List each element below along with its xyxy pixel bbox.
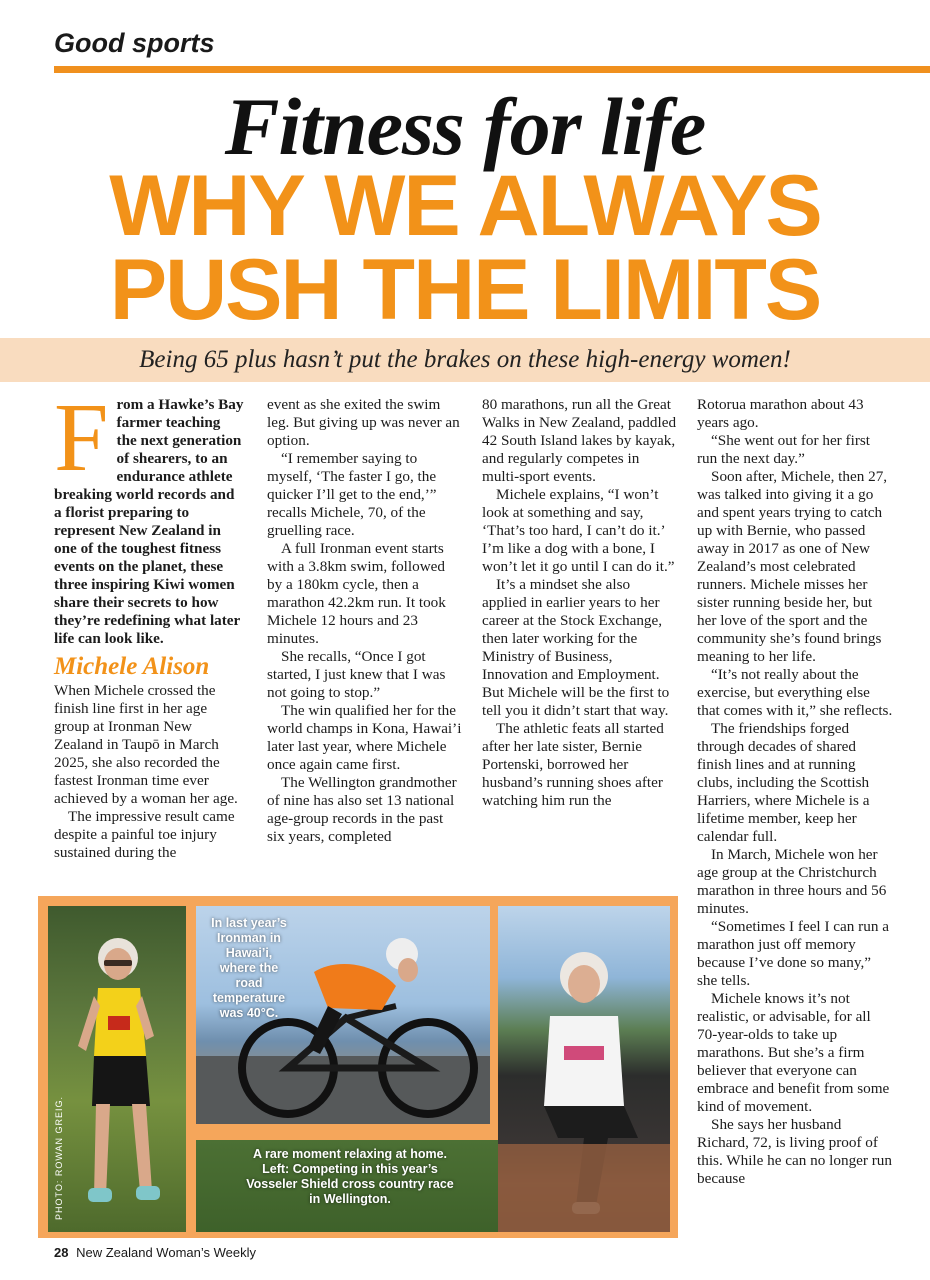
- body-paragraph: The win qualified her for the world champs in Kona, Hawai’i later last year, where Michele once again came first.: [267, 702, 462, 773]
- body-paragraph: Michele knows it’s not realistic, or advisable, for all 70-year-olds to take up marathons. But she’s a firm believer that everyone can embrace and benefit from some kind of movement.: [697, 990, 890, 1115]
- body-paragraph: She recalls, “Once I got started, I just knew that I was not going to stop.”: [267, 648, 446, 701]
- headline-line-2: PUSH THE LIMITS: [109, 242, 821, 338]
- headline-line-1: WHY WE ALWAYS: [109, 158, 821, 254]
- body-paragraph: event as she exited the swim leg. But giving up was never an option.: [267, 396, 460, 449]
- article-column-1: [54, 384, 244, 862]
- standfirst: Being 65 plus hasn’t put the brakes on these high-energy women!: [139, 346, 791, 373]
- headline-kicker: Fitness for life: [224, 81, 706, 172]
- article-column-2: [267, 396, 463, 846]
- body-paragraph: “She went out for her first run the next day.”: [697, 432, 871, 467]
- body-paragraph: The Wellington grandmother of nine has also set 13 national age-group records in the past six years, completed: [267, 774, 457, 845]
- photo-relaxing: [498, 906, 670, 1232]
- photo-cycling: [196, 906, 490, 1124]
- body-paragraph: The friendships forged through decades of shared finish lines and at running clubs, including the Scottish Harriers, where Michele is a lifetime member, keep her calendar full.: [697, 720, 870, 845]
- page-number: 28: [54, 1245, 69, 1260]
- seated-woman-illustration: [498, 906, 670, 1232]
- body-paragraph: 80 marathons, run all the Great Walks in New Zealand, paddled 42 South Island lakes by kayak, and regularly competes in multi-sport events.: [482, 396, 677, 485]
- section-label: Good sports: [54, 28, 215, 58]
- intro-paragraph: rom a Hawke’s Bay farmer teaching the next generation of shearers, to an endurance athlete breaking world records and a florist preparing to represent New Zealand in one of the toughest fitness events on the planet, these three inspiring Kiwi women share their secrets to how they’re redefining what later life can look like.: [54, 396, 244, 647]
- drop-cap: F: [54, 384, 109, 492]
- standfirst-band: [0, 338, 930, 382]
- runner-illustration: [48, 906, 186, 1232]
- body-paragraph: The athletic feats all started after her late sister, Bernie Portenski, borrowed her husband’s running shoes after watching him run the: [482, 720, 664, 809]
- body-paragraph: Soon after, Michele, then 27, was talked into giving it a go and spent years trying to catch up with Bernie, who passed away in 2017 as one of New Zealand’s most celebrated runners. Michele misses her sister running beside her, but her love of the sport and the community she’s found brings meaning to her life.: [697, 468, 888, 665]
- article-column-3: [482, 396, 678, 810]
- body-paragraph: “I remember saying to myself, ‘The faster I go, the quicker I’ll get to the end,’” recalls Michele, 70, of the gruelling race.: [267, 450, 437, 539]
- photo-credit: PHOTO: ROWAN GREIG.: [54, 1095, 64, 1220]
- body-paragraph: A full Ironman event starts with a 3.8km swim, followed by a 180km cycle, then a marathon 42.2km run. It took Michele 12 hours and 23 minutes.: [267, 540, 446, 647]
- subhead: Michele Alison: [54, 653, 210, 680]
- body-paragraph: Michele explains, “I won’t look at something and say, ‘That’s too hard, I can’t do it.’ I’m like a dog with a bone, I won’t let it go until I can do it.”: [482, 486, 675, 575]
- caption-ironman: In last year’s Ironman in Hawai’i, where the road temperature was 40°C.: [211, 916, 287, 1020]
- body-paragraph: She says her husband Richard, 72, is living proof of this. While he can no longer run because: [697, 1116, 892, 1187]
- publication-name: New Zealand Woman’s Weekly: [76, 1245, 257, 1260]
- body-paragraph: “It’s not really about the exercise, but everything else that comes with it,” she reflects.: [697, 666, 893, 719]
- page-footer: [54, 1245, 256, 1260]
- caption-relaxing: A rare moment relaxing at home. Left: Competing in this year’s Vosseler Shield cross country race in Wellington.: [246, 1147, 454, 1206]
- article-column-4: [697, 396, 893, 1188]
- top-rule: [54, 66, 930, 73]
- photo-running: [48, 906, 186, 1232]
- body-paragraph: It’s a mindset she also applied in earlier years to her career at the Stock Exchange, then later working for the Ministry of Business, Innovation and Employment. But Michele will be the first to tell you it didn’t start that way.: [482, 576, 670, 719]
- body-paragraph: When Michele crossed the finish line first in her age group at Ironman New Zealand in Taupō in March 2025, she also recorded the fastest Ironman time ever achieved by a woman her age.: [54, 682, 238, 807]
- body-paragraph: “Sometimes I feel I can run a marathon just off memory because I’ve done so many,” she tells.: [697, 918, 889, 989]
- body-paragraph: The impressive result came despite a painful toe injury sustained during the: [54, 808, 235, 861]
- body-paragraph: In March, Michele won her age group at the Christchurch marathon in three hours and 56 minutes.: [697, 846, 887, 917]
- body-paragraph: Rotorua marathon about 43 years ago.: [697, 396, 864, 431]
